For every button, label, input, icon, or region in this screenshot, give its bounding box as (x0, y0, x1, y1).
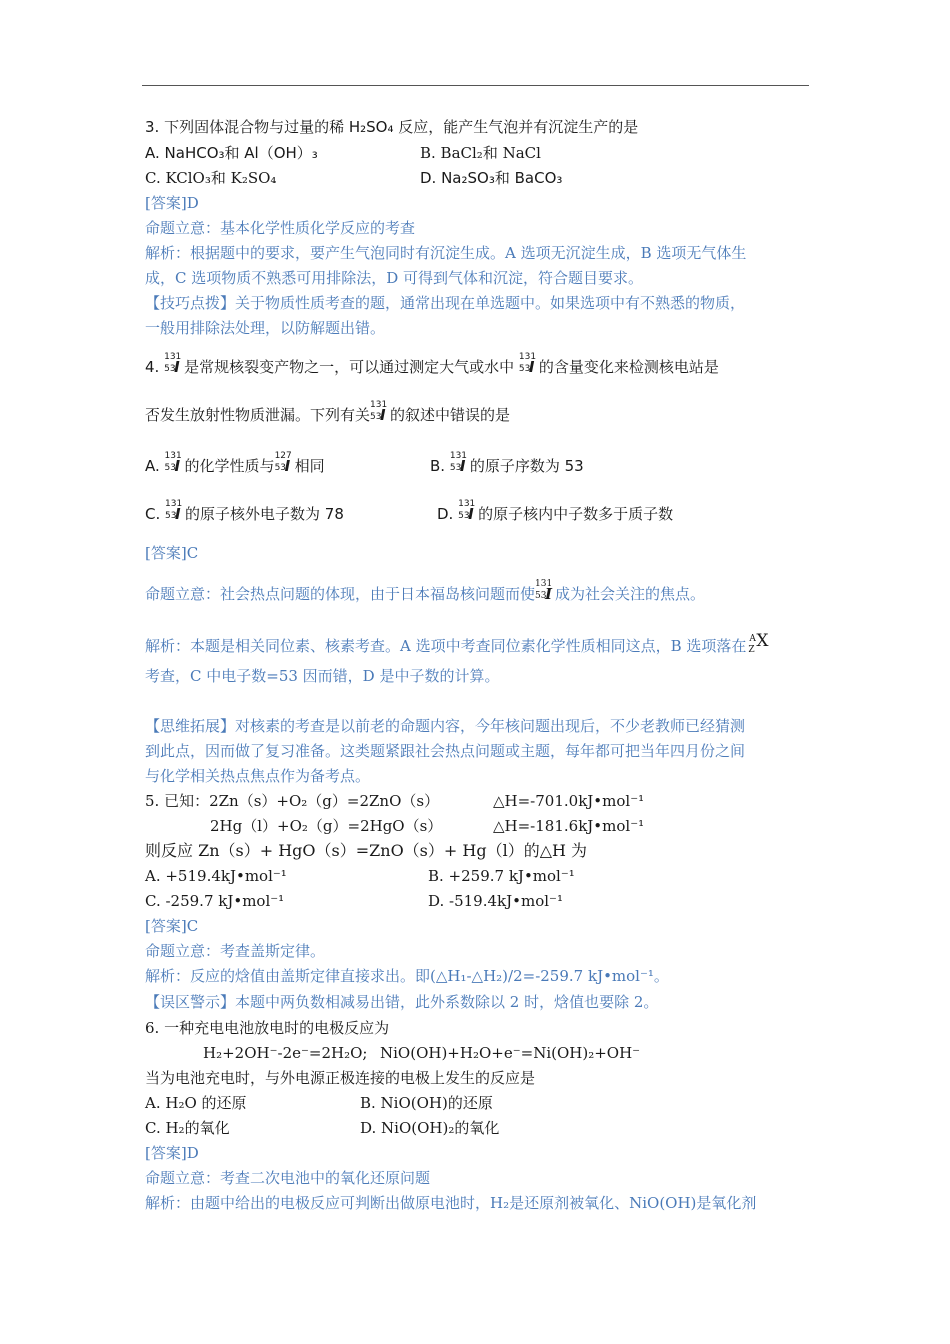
q4-number: 4. (145, 358, 160, 376)
q5-dh-2: △H=-181.6kJ•mol⁻¹ (493, 817, 645, 835)
q5-dh-1: △H=-701.0kJ•mol⁻¹ (493, 792, 645, 810)
q4-analysis-line1: 解析：本题是相关同位素、核素考查。A 选项中考查同位素化学性质相同这点，B 选项落在 A Z X (145, 633, 772, 656)
q4-ext-line3: 与化学相关热点焦点作为备考点。 (145, 767, 371, 785)
q4-answer: [答案]C (145, 544, 199, 562)
q6-reaction-1: H₂+2OH⁻-2e⁻=2H₂O; (203, 1044, 368, 1062)
q3-option-d: D. Na₂SO₃和 BaCO₃ (420, 169, 563, 187)
isotope-i131: 131 53 I (518, 352, 537, 376)
header-rule (142, 85, 809, 86)
q5-equation-1: 5. 已知：2Zn（s）+O₂（g）=2ZnO（s） (145, 792, 440, 810)
q5-equation-2: 2Hg（l）+O₂（g）=2HgO（s） (210, 817, 443, 835)
q5-option-a: A. +519.4kJ•mol⁻¹ (145, 867, 287, 885)
q6-option-c: C. H₂的氧化 (145, 1119, 230, 1137)
q5-option-c: C. -259.7 kJ•mol⁻¹ (145, 892, 285, 910)
q5-question: 则反应 Zn（s）+ HgO（s）=ZnO（s）+ Hg（l）的△H 为 (145, 841, 588, 860)
isotope-i131: 131 53 I (164, 352, 182, 376)
q4-stem-line2: 否发生放射性物质泄漏。下列有关 131 53 I 的叙述中错误的是 (145, 400, 511, 424)
q3-option-a: A. NaHCO₃和 Al（OH）₃ (145, 144, 318, 162)
q6-intent: 命题立意：考查二次电池中的氧化还原问题 (145, 1169, 431, 1187)
q4-intent: 命题立意：社会热点问题的体现，由于日本福岛核问题而使 131 53 I 成为社会关注的焦点。 (145, 579, 706, 603)
q3-intent: 命题立意：基本化学性质化学反应的考查 (145, 219, 416, 237)
q3-tip-line1: 【技巧点拨】关于物质性质考查的题，通常出现在单选题中。如果选项中有不熟悉的物质， (145, 294, 746, 312)
q5-answer: [答案]C (145, 917, 199, 935)
q5-intent: 命题立意：考查盖斯定律。 (145, 942, 326, 960)
isotope-i131: 131 53 I (535, 579, 553, 603)
isotope-i131: 131 53 I (370, 400, 388, 424)
q6-analysis: 解析：由题中给出的电极反应可判断出做原电池时，H₂是还原剂被氧化、NiO(OH)是氧化剂 (145, 1194, 757, 1212)
q6-option-a: A. H₂O 的还原 (145, 1094, 247, 1112)
q3-tip-line2: 一般用排除法处理，以防解题出错。 (145, 319, 386, 337)
q3-stem: 3. 下列固体混合物与过量的稀 H₂SO₄ 反应，能产生气泡并有沉淀生产的是 (145, 118, 639, 136)
q5-option-b: B. +259.7 kJ•mol⁻¹ (428, 867, 575, 885)
q3-analysis-line2: 成，C 选项物质不熟悉可用排除法，D 可得到气体和沉淀，符合题目要求。 (145, 269, 644, 287)
nuclide-notation-azx: A Z X (748, 631, 769, 655)
isotope-i131: 131 53 I (449, 451, 468, 475)
q3-option-b: B. BaCl₂和 NaCl (420, 144, 541, 162)
q4-analysis-line2: 考查，C 中电子数=53 因而错，D 是中子数的计算。 (145, 667, 500, 685)
q3-analysis-line1: 解析：根据题中的要求，要产生气泡同时有沉淀生成。A 选项无沉淀生成，B 选项无气体生 (145, 244, 747, 262)
q4-option-a: A. 131 53 I 的化学性质与 127 53 I 相同 (145, 451, 325, 475)
q5-option-d: D. -519.4kJ•mol⁻¹ (428, 892, 563, 910)
q6-question: 当为电池充电时，与外电源正极连接的电极上发生的反应是 (145, 1069, 536, 1087)
isotope-i131: 131 53 I (458, 499, 476, 523)
q4-option-b: B. 131 53 I 的原子序数为 53 (430, 451, 584, 475)
isotope-i131: 131 53 I (165, 499, 183, 523)
q4-stem-line1: 4. 131 53 I 是常规核裂变产物之一，可以通过测定大气或水中 131 53 I 的含量变化来检测核电站是 (145, 352, 719, 376)
q4-option-c: C. 131 53 I 的原子核外电子数为 78 (145, 499, 344, 523)
q6-answer: [答案]D (145, 1144, 199, 1162)
q6-reaction-2: NiO(OH)+H₂O+e⁻=Ni(OH)₂+OH⁻ (380, 1044, 641, 1062)
q3-option-c: C. KClO₃和 K₂SO₄ (145, 169, 277, 187)
q4-ext-line2: 到此点，因而做了复习准备。这类题紧跟社会热点问题或主题，每年都可把当年四月份之间 (145, 742, 746, 760)
q6-stem: 6. 一种充电电池放电时的电极反应为 (145, 1019, 390, 1037)
q6-option-b: B. NiO(OH)的还原 (360, 1094, 493, 1112)
isotope-i131: 131 53 I (164, 451, 182, 475)
q6-option-d: D. NiO(OH)₂的氧化 (360, 1119, 500, 1137)
q4-option-d: D. 131 53 I 的原子核内中子数多于质子数 (437, 499, 674, 523)
q5-warning: 【误区警示】本题中两负数相减易出错，此外系数除以 2 时，焓值也要除 2。 (145, 993, 659, 1011)
q4-ext-line1: 【思维拓展】对核素的考查是以前老的命题内容，今年核问题出现后，不少老教师已经猜测 (145, 717, 746, 735)
q3-answer: [答案]D (145, 194, 199, 212)
q5-analysis: 解析：反应的焓值由盖斯定律直接求出。即(△H₁-△H₂)/2=-259.7 kJ•mol⁻¹。 (145, 967, 669, 985)
isotope-i127: 127 53 I (274, 451, 292, 475)
